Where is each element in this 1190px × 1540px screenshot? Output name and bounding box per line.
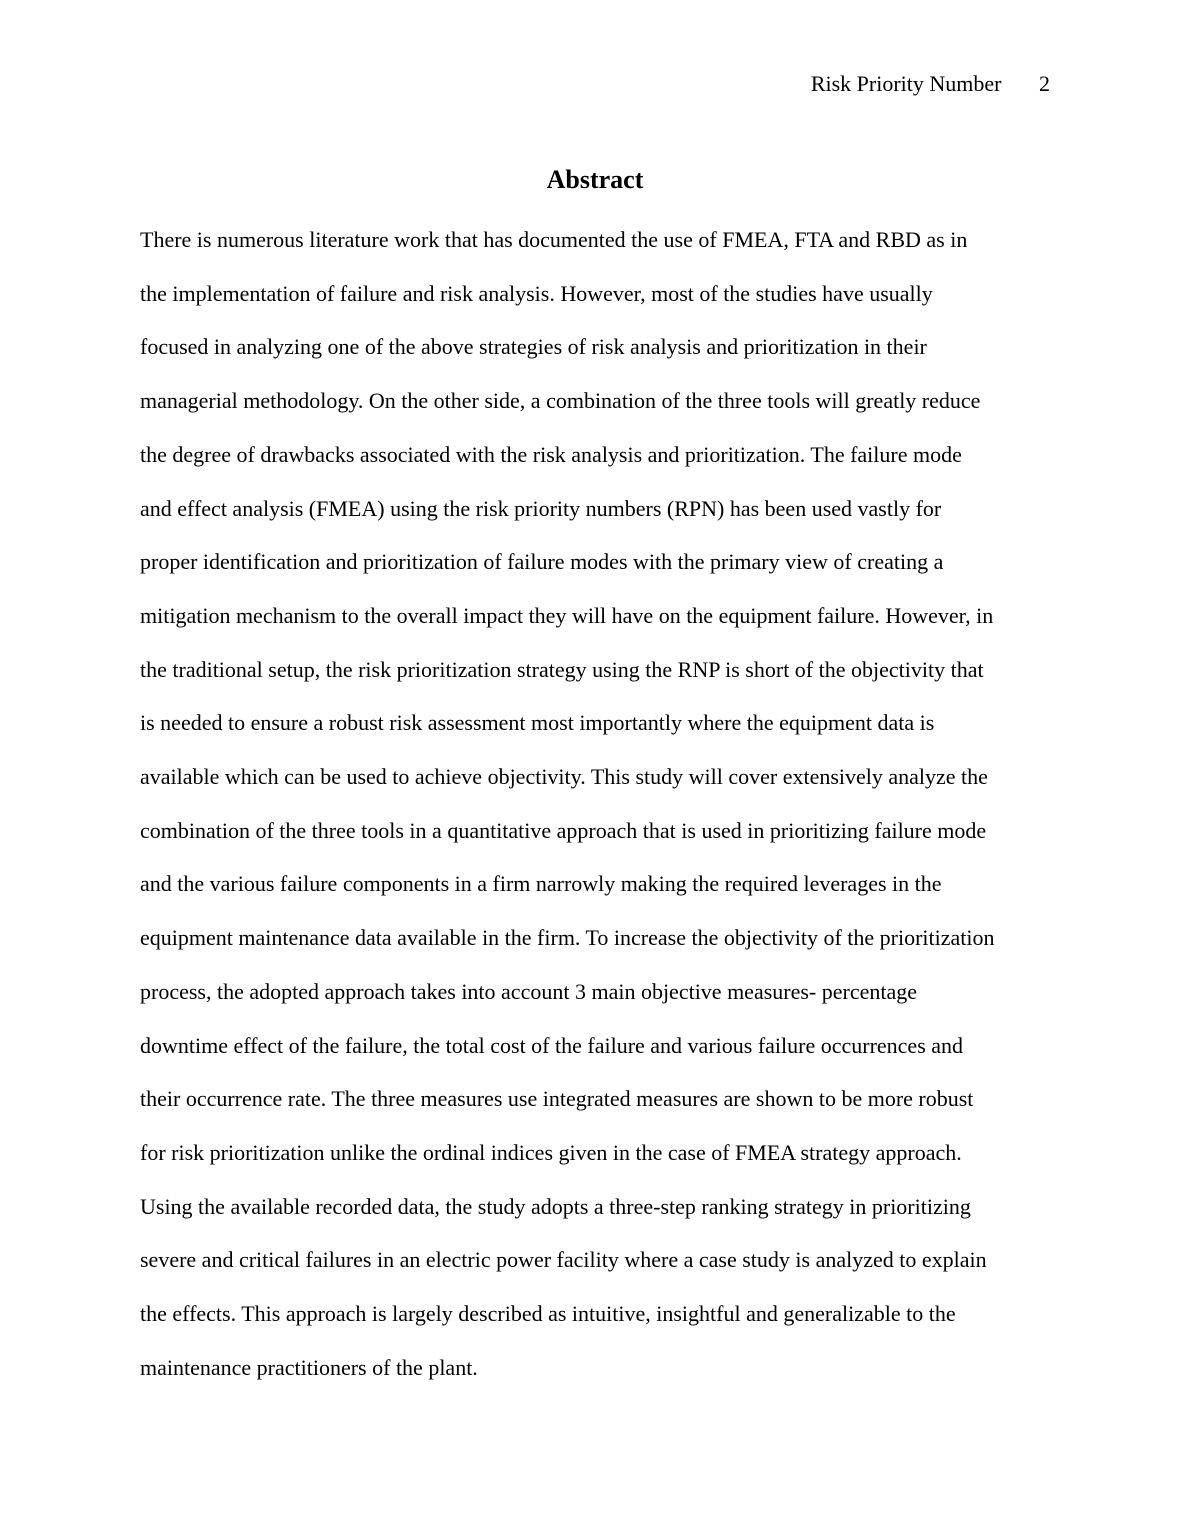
text-line: proper identification and prioritization of failure modes with the primary view of creating a	[140, 549, 944, 575]
text-line: and effect analysis (FMEA) using the risk priority numbers (RPN) has been used vastly for	[140, 495, 942, 521]
abstract-paragraph	[140, 213, 1060, 1394]
text-line: and the various failure components in a firm narrowly making the required leverages in the	[140, 871, 942, 897]
running-head	[811, 70, 1050, 98]
text-line: the implementation of failure and risk analysis. However, most of the studies have usually	[140, 280, 933, 306]
text-line: for risk prioritization unlike the ordinal indices given in the case of FMEA strategy approach.	[140, 1139, 962, 1165]
text-line: There is numerous literature work that has documented the use of FMEA, FTA and RBD as in	[140, 227, 968, 252]
text-line: the traditional setup, the risk prioritization strategy using the RNP is short of the objectivity that	[140, 656, 984, 682]
text-line: mitigation mechanism to the overall impact they will have on the equipment failure. However, in	[140, 602, 994, 628]
text-line: available which can be used to achieve objectivity. This study will cover extensively analyze the	[140, 764, 988, 790]
text-line: their occurrence rate. The three measures use integrated measures are shown to be more robust	[140, 1086, 974, 1112]
text-line: the effects. This approach is largely described as intuitive, insightful and generalizable to the	[140, 1301, 956, 1327]
text-line: maintenance practitioners of the plant.	[140, 1354, 478, 1380]
text-line: process, the adopted approach takes into account 3 main objective measures- percentage	[140, 978, 918, 1004]
section-heading-abstract: Abstract	[546, 165, 644, 194]
text-line: focused in analyzing one of the above strategies of risk analysis and prioritization in their	[140, 334, 927, 360]
text-line: severe and critical failures in an electric power facility where a case study is analyzed to explain	[140, 1247, 987, 1273]
text-line: downtime effect of the failure, the total cost of the failure and various failure occurrences and	[140, 1032, 964, 1058]
text-line: Using the available recorded data, the study adopts a three-step ranking strategy in prioritizing	[140, 1193, 971, 1219]
text-line: the degree of drawbacks associated with the risk analysis and prioritization. The failure mode	[140, 441, 962, 467]
text-line: managerial methodology. On the other side, a combination of the three tools will greatly reduce	[140, 388, 981, 414]
running-head-title: Risk Priority Number	[810, 71, 1002, 96]
page-number: 2	[1039, 71, 1050, 96]
text-line: equipment maintenance data available in the firm. To increase the objectivity of the prioritization	[140, 925, 995, 951]
text-line: is needed to ensure a robust risk assessment most importantly where the equipment data is	[140, 710, 935, 736]
text-line: combination of the three tools in a quantitative approach that is used in prioritizing failure mode	[140, 817, 987, 843]
